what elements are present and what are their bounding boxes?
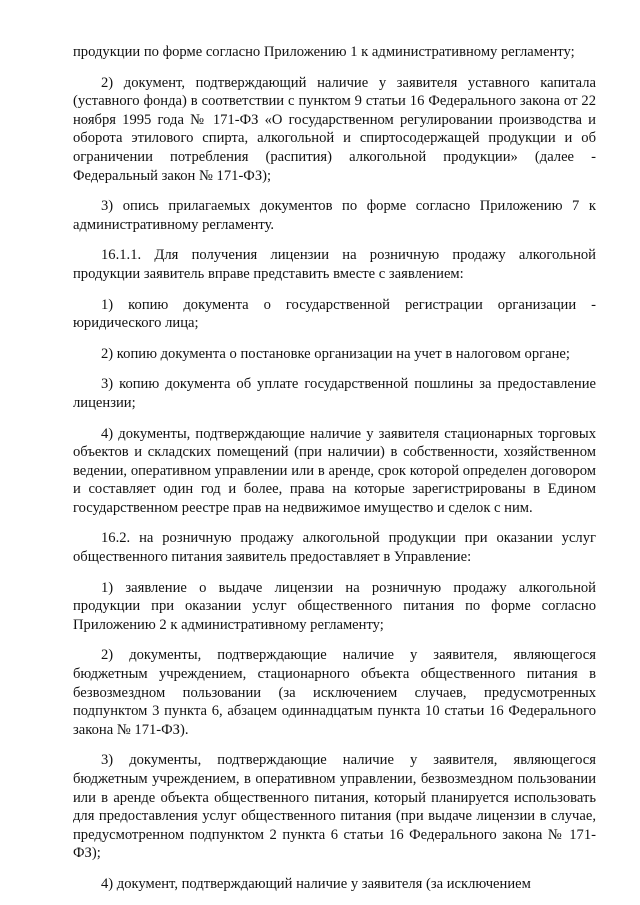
paragraph-item-3-fee: 3) копию документа об уплате государственной пошлины за предоставление лицензии; (73, 376, 596, 411)
paragraph-16-1-1: 16.1.1. Для получения лицензии на розничную продажу алкогольной продукции заявитель вправе представить вместе с заявлением: (73, 247, 596, 282)
paragraph-item-1-application: 1) заявление о выдаче лицензии на розничную продажу алкогольной продукции при оказании услуг общественного питания по форме согласно Приложению 2 к административному регламенту; (73, 579, 596, 633)
paragraph-item-3-operational-management: 3) документы, подтверждающие наличие у заявителя, являющегося бюджетным учреждением, в оперативном управлении, безвозмездном пользовании или в аренде объекта общественного питания, который планируется использовать для предоставления услуг общественного питания (при выдаче лицензии в случае, предусмотренном подпунктом 2 пункта 6 статьи 16 Федерального закона № 171-ФЗ); (73, 752, 596, 862)
paragraph-16-2: 16.2. на розничную продажу алкогольной продукции при оказании услуг общественного питания заявитель предоставляет в Управление: (73, 530, 596, 566)
paragraph-item-2-tax: 2) копию документа о постановке организации на учет в налоговом органе; (101, 345, 570, 362)
paragraph-item-4-document: 4) документ, подтверждающий наличие у заявителя (за исключением (101, 875, 531, 892)
paragraph-item-2-charter-capital: 2) документ, подтверждающий наличие у заявителя уставного капитала (уставного фонда) в соответствии с пунктом 9 статьи 16 Федерального закона от 22 ноября 1995 года № 171-ФЗ «О государственном регулировании производства и оборота этилового спирта, алкогольной и спиртосодержащей продукции и об ограничении потребления (распития) алкогольной продукции» (далее - Федеральный закон № 171-ФЗ); (73, 74, 596, 184)
paragraph-item-4-premises: 4) документы, подтверждающие наличие у заявителя стационарных торговых объектов и складских помещений (при наличии) в собственности, хозяйственном ведении, оперативном управлении или в аренде, срок которой определен договором и составляет один год и более, права на которые зарегистрированы в Едином государственном реестре прав на недвижимое имущество и сделок с ним. (73, 425, 596, 516)
paragraph-item-3-inventory: 3) опись прилагаемых документов по форме согласно Приложению 7 к административному регламенту. (73, 198, 596, 233)
paragraph-item-1-registration: 1) копию документа о государственной регистрации организации - юридического лица; (73, 296, 596, 332)
paragraph-item-2-budget-institution: 2) документы, подтверждающие наличие у заявителя, являющегося бюджетным учреждением, стационарного объекта общественного питания в безвозмездном пользовании (за исключением случаев, предусмотренных подпунктом 3 пункта 6, абзацем одиннадцатым пункта 10 статьи 16 Федерального закона № 171-ФЗ). (73, 647, 596, 738)
paragraph-continuation: продукции по форме согласно Приложению 1 к административному регламенту; (73, 44, 575, 60)
